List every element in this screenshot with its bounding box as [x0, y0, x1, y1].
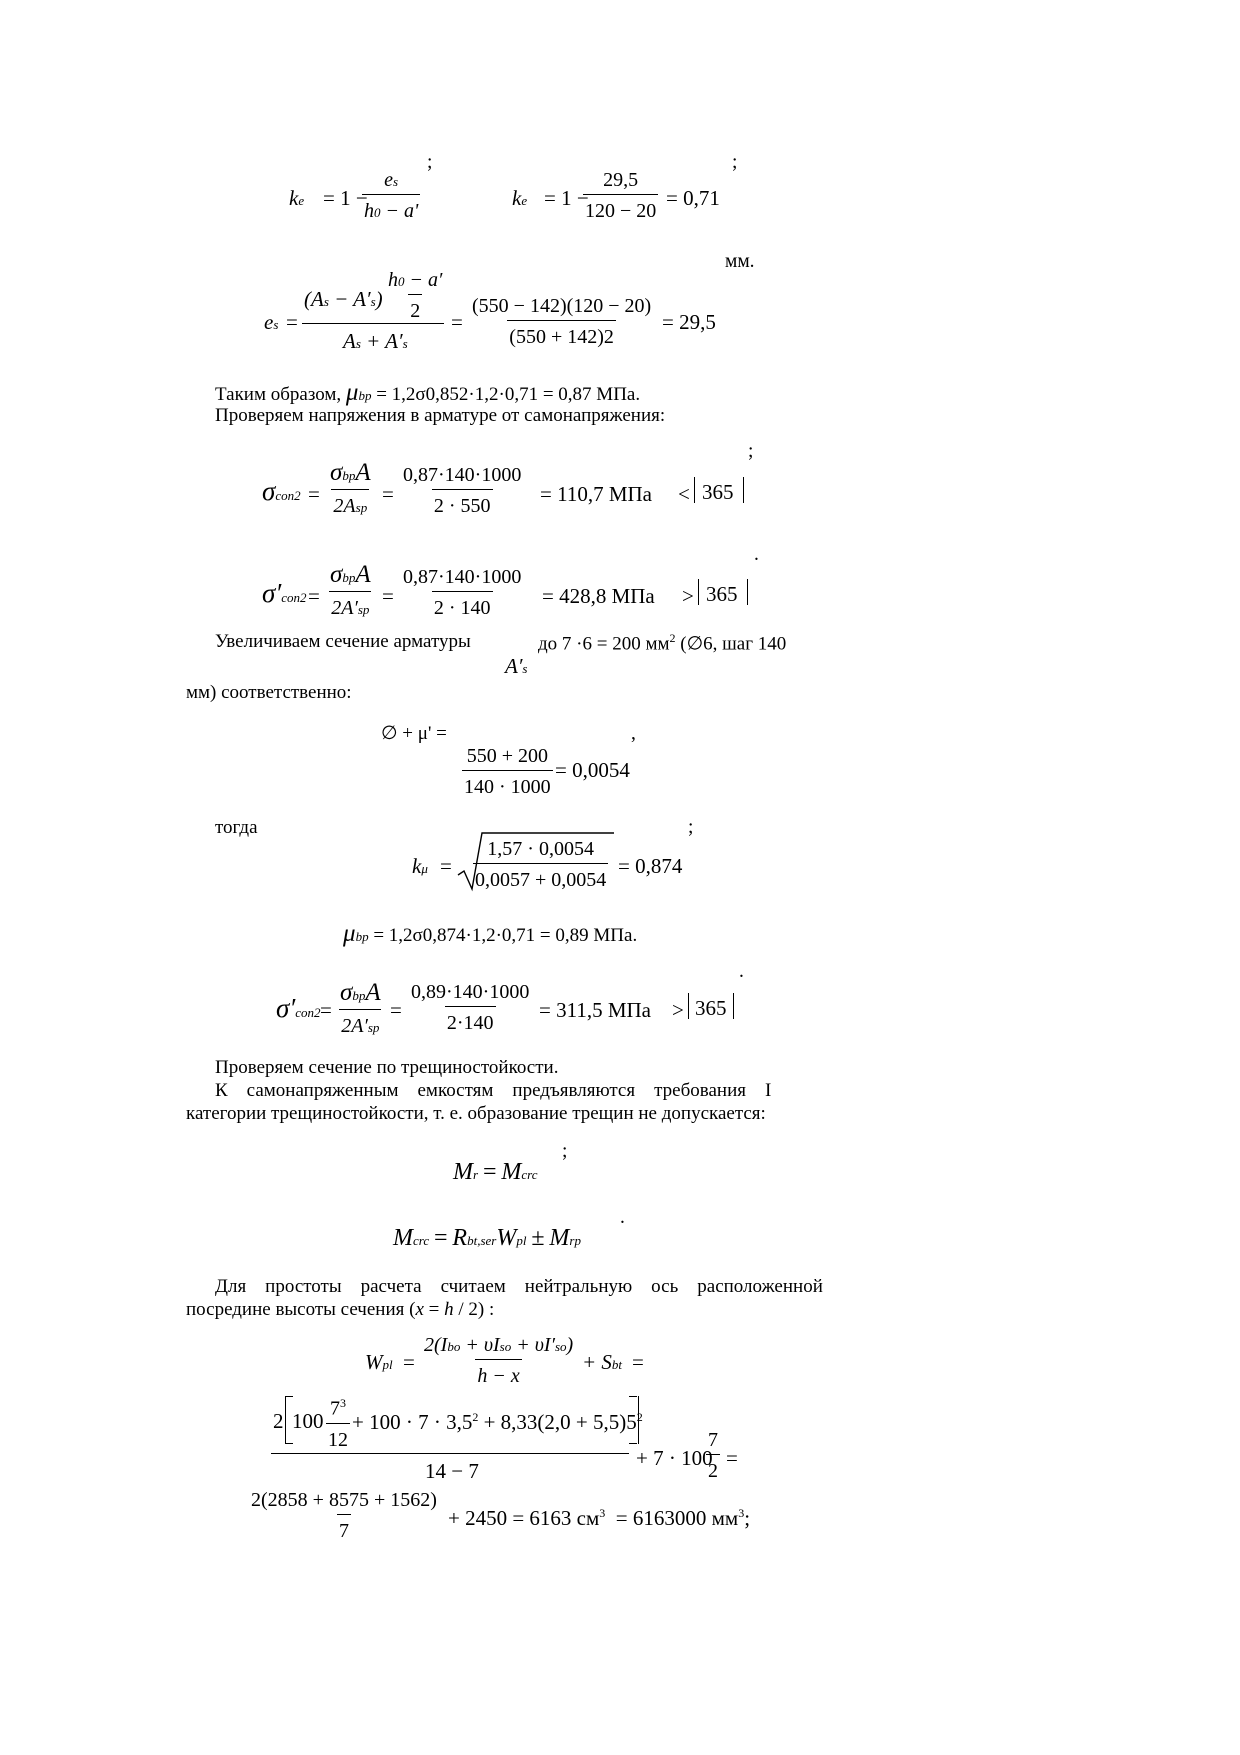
period: . — [754, 544, 759, 565]
semicolon: ; — [732, 152, 738, 173]
crack-line-1: Проверяем сечение по трещиностойкости. — [215, 1057, 559, 1078]
mr-formula: Mr = Mcrc — [453, 1159, 538, 1185]
crack-line-3: категории трещиностойкости, т. е. образование трещин не допускается: — [186, 1103, 766, 1124]
then-label: тогда — [215, 817, 258, 838]
sigma-bp-line-2: μbp = 1,2σ0,874·1,2·0,71 = 0,89 МПа. — [343, 920, 638, 947]
mcrc-formula: Mcrc = Rbt,serWpl ± Mrp — [393, 1225, 581, 1251]
semicolon: ; — [748, 441, 754, 462]
crack-line-2: К самонапряженным емкостям предъявляются требования I — [215, 1080, 772, 1101]
simple-line-2: посредине высоты сечения (x = h / 2) : — [186, 1299, 495, 1320]
period: . — [620, 1207, 625, 1228]
sigma-bp-line-1: Таким образом, μbp = 1,2σ0,852·1,2·0,71 = 0,87 МПа. — [215, 379, 641, 406]
check-stress-line: Проверяем напряжения в арматуре от самонапряжения: — [215, 405, 666, 426]
semicolon: ; — [688, 817, 694, 838]
semicolon: ; — [562, 1141, 568, 1162]
period: . — [739, 961, 744, 982]
semicolon: ; — [427, 152, 433, 173]
document-page: ; ; ke = 1 − es h0 − a' ke = 1 − 29,5 120 − 20 = 0,71 мм. es = (As − A′s) h0 − a′ 2 As + A′s = (550 − 142)(120 − 20) (550 + 142)2 = 29,5 Таким образом, μbp = 1,2σ0,852·1,2·0,71 = 0,87 МПа. Проверяем напряжения в арматуре от самонапряжения: ; σcon2 = σbpA 2Asp = 0,87·140·1000 2 · 550 = 110,7 МПа < 365 . σ′con2 = σbpA 2A′sp = 0,87·140·1000 2 · 140 = 428,8 МПа > 365 Увеличиваем сечение арматуры A′s до 7 ·6 = 200 $мм^2$ (∅6, шаг 140 мм) соответственно: ∅ + μ' = , 550 + 200 140 · 1000 = 0,0054 тогда ; kμ = 1,57 · 0,0054 0,0057 + 0,0054 = 0,874 μbp = 1,2σ0,874·1,2·0,71 = 0,89 МПа. . σ′con2 = σbpA 2A′sp = 0,89·140·1000 2·140 = 311,5 МПа > 365 Проверяем сечение по трещиностойкости. К самонапряженным емкостям предъявляются требования I категории трещиностойкости, т. е. образование трещин не допускается: ; Mr = Mcrc . Mcrc = Rbt,serWpl ± Mrp Для простоты расчета считаем нейтральную ось расположенной посредине высоты сечения (x = h / 2) : Wpl = 2(Ibo + υIso + υI′so) h − x + Sbt = 2 100 $7^3$ 12 + $100 \cdot 7 \cdot 3,5^2 + 8,33(2,0 + 5,5)5^2$ 14 − 7 + 7 · 100 7 2 = 2(2858 + 8575 + 1562) 7 + 2450 = 6163 $см^3 = 6163000$ $мм^3$; — [186, 152, 823, 1542]
unit-mm: мм. — [725, 251, 755, 272]
simple-line-1: Для простоты расчета считаем нейтральную ось расположенной — [215, 1276, 823, 1297]
